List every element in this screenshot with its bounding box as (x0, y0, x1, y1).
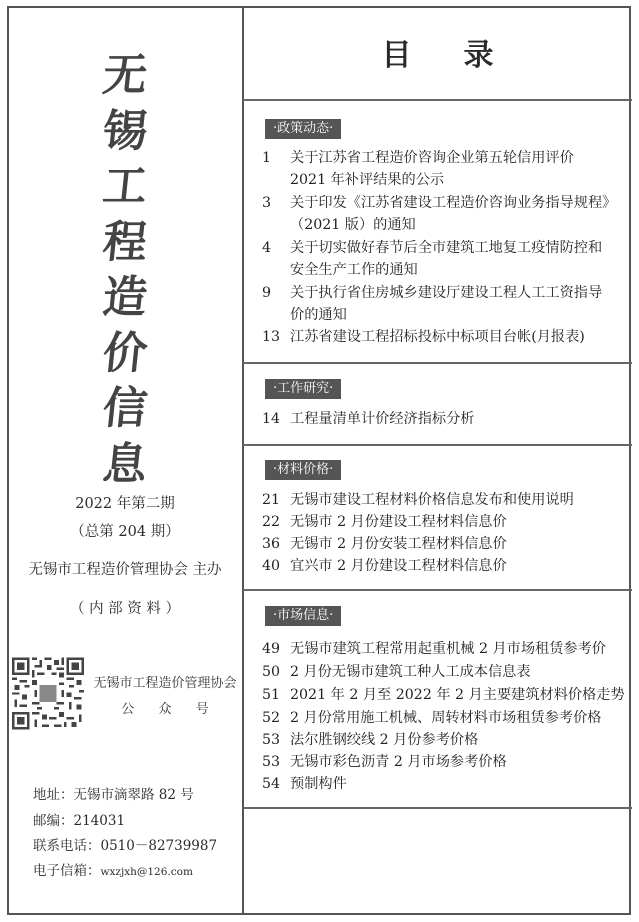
toc-entry-title: 关于执行省住房城乡建设厅建设工程人工工资指导 (290, 285, 603, 301)
toc-entry-title: 2 月份无锡市建筑工种人工成本信息表 (290, 664, 531, 680)
toc-entry[interactable] (262, 147, 574, 191)
toc-entry[interactable] (262, 237, 602, 281)
postcode-label: 邮编： (33, 813, 74, 829)
postcode-value: 214031 (73, 813, 126, 829)
toc-entry[interactable] (262, 326, 585, 348)
toc-entry[interactable] (262, 638, 606, 660)
toc-page-number: 14 (262, 411, 281, 427)
toc-entry-title: 无锡市 2 月份建设工程材料信息价 (290, 514, 507, 530)
toc-entry-title: 无锡市彩色沥青 2 月市场参考价格 (290, 754, 507, 770)
toc-entry[interactable] (262, 408, 474, 430)
toc-page-number: 51 (262, 687, 281, 703)
section-tag-market: ·市场信息· (265, 606, 341, 626)
toc-page-number: 9 (262, 285, 272, 301)
toc-entry-title: 关于印发《江苏省建设工程造价咨询业务指导规程》 (290, 195, 617, 211)
toc-entry-title: 2021 年 2 月至 2022 年 2 月主要建筑材料价格走势 (290, 687, 625, 703)
section-tag-materials: ·材料价格· (265, 460, 341, 480)
toc-entry[interactable] (262, 661, 531, 683)
issue-sponsor: 无锡市工程造价管理协会 主办 (28, 562, 222, 578)
toc-entry[interactable] (262, 192, 616, 236)
contact-email (33, 859, 193, 879)
toc-entry-title: 法尔胜钢绞线 2 月份参考价格 (290, 732, 479, 748)
toc-entry-title-cont: 价的通知 (290, 307, 347, 323)
toc-page-number: 1 (262, 150, 272, 166)
toc-page-number: 53 (262, 754, 281, 770)
toc-entry[interactable] (262, 282, 602, 326)
address-label: 地址： (33, 787, 74, 803)
section-divider (243, 589, 632, 591)
address-value: 无锡市滴翠路 82 号 (73, 787, 194, 803)
masthead-char: 息 (100, 438, 150, 490)
toc-entry-title: 无锡市 2 月份安装工程材料信息价 (290, 536, 507, 552)
toc-title-left: 目 (381, 38, 412, 73)
toc-page-number: 52 (262, 710, 281, 726)
issue-total: （总第 204 期） (70, 524, 180, 540)
masthead-char: 无 (100, 50, 150, 101)
qr-code-icon[interactable] (12, 657, 84, 730)
masthead-char: 锡 (100, 105, 150, 157)
section-divider (243, 362, 632, 364)
qr-caption-label: 公 众 号 (121, 702, 209, 717)
masthead-char: 价 (100, 327, 150, 379)
section-divider (243, 444, 632, 446)
toc-entry[interactable] (262, 489, 574, 511)
phone-value: 0510－82739987 (100, 838, 218, 854)
toc-entry-title: 关于江苏省工程造价咨询企业第五轮信用评价 (290, 150, 574, 166)
contact-phone (33, 834, 217, 854)
masthead-char: 工 (100, 161, 150, 212)
toc-entry[interactable] (262, 773, 347, 795)
toc-entry[interactable] (262, 729, 478, 751)
masthead-title (95, 48, 155, 492)
phone-label: 联系电话： (33, 838, 101, 854)
toc-entry-title: 2 月份常用施工机械、周转材料市场租赁参考价格 (290, 710, 602, 726)
toc-entry-title: 预制构件 (290, 776, 347, 792)
section-tag-policy: ·政策动态· (265, 119, 341, 139)
email-label: 电子信箱： (33, 863, 101, 879)
toc-entry-title-cont: （2021 版）的通知 (290, 217, 416, 233)
toc-title (243, 30, 632, 74)
toc-page-number: 4 (262, 240, 272, 256)
toc-page-number: 50 (262, 664, 281, 680)
column-divider (242, 6, 244, 915)
toc-entry-title: 宜兴市 2 月份建设工程材料信息价 (290, 558, 507, 574)
toc-page-number: 13 (262, 329, 281, 345)
title-divider (243, 99, 632, 101)
toc-entry[interactable] (262, 511, 507, 533)
toc-entry-title: 关于切实做好春节后全市建筑工地复工疫情防控和 (290, 240, 603, 256)
toc-entry[interactable] (262, 533, 507, 555)
toc-page-number: 21 (262, 492, 281, 508)
section-divider (243, 807, 632, 809)
toc-entry-title: 江苏省建设工程招标投标中标项目台帐(月报表) (290, 329, 585, 345)
masthead-char: 信 (100, 383, 150, 434)
toc-page-number: 22 (262, 514, 281, 530)
toc-page-number: 3 (262, 195, 272, 211)
masthead-char: 造 (100, 272, 150, 323)
toc-entry[interactable] (262, 684, 625, 706)
toc-page-number: 49 (262, 641, 281, 657)
toc-page-number: 40 (262, 558, 281, 574)
toc-title-right: 录 (463, 38, 494, 73)
toc-entry-title-cont: 2021 年补评结果的公示 (290, 172, 445, 188)
toc-entry-title: 工程量清单计价经济指标分析 (290, 411, 475, 427)
toc-entry-title-cont: 安全生产工作的通知 (290, 262, 418, 278)
section-tag-research: ·工作研究· (265, 379, 341, 399)
masthead-char: 程 (100, 216, 150, 268)
issue-year: 2022 年第二期 (75, 496, 175, 512)
toc-entry[interactable] (262, 707, 601, 729)
toc-page-number: 36 (262, 536, 281, 552)
issue-classification: （ 内 部 资 料 ） (69, 601, 181, 617)
contact-address (33, 783, 194, 803)
qr-caption-org: 无锡市工程造价管理协会 (93, 676, 237, 691)
toc-entry[interactable] (262, 751, 507, 773)
toc-page-number: 54 (262, 776, 281, 792)
toc-entry-title: 无锡市建筑工程常用起重机械 2 月市场租赁参考价 (290, 641, 606, 657)
email-value[interactable]: wxzjxh@126.com (100, 866, 193, 878)
contact-postcode (33, 809, 125, 829)
toc-page-number: 53 (262, 732, 281, 748)
toc-entry-title: 无锡市建设工程材料价格信息发布和使用说明 (290, 492, 574, 508)
toc-entry[interactable] (262, 555, 507, 577)
